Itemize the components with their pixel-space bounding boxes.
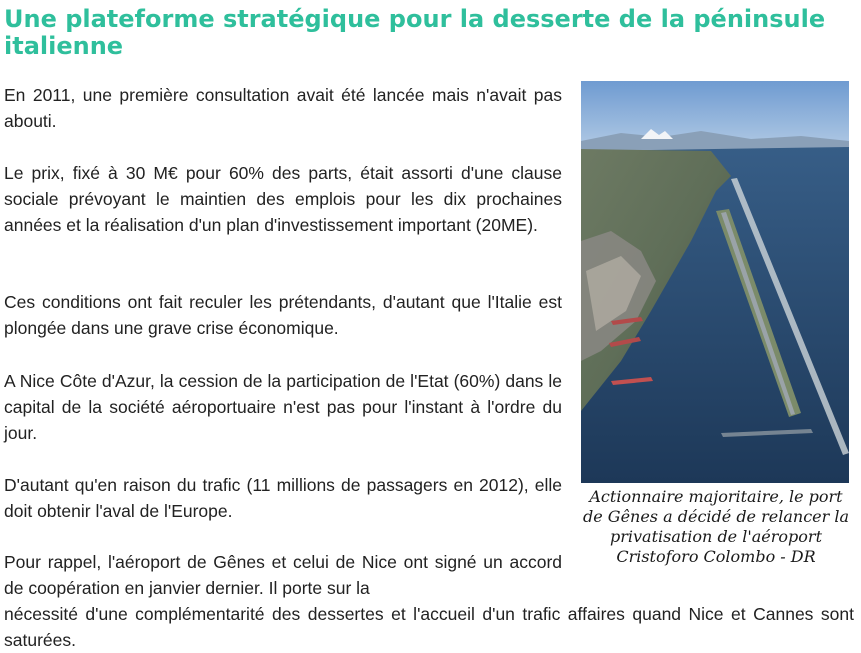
paragraph-traffic: D'autant qu'en raison du trafic (11 millions de passagers en 2012), elle doit obtenir l'aval de l'Europe. [4,475,562,521]
paragraph-price-terms: Le prix, fixé à 30 M€ pour 60% des parts, était assorti d'une clause sociale prévoyant le maintien des emplois pour les dix prochaines années et la réalisation d'un plan d'investissement important (20ME). [4,163,562,235]
genoa-airport-aerial-photo [581,81,849,483]
paragraph-conditions: Ces conditions ont fait reculer les prétendants, d'autant que l'Italie est plongée dans une grave crise économique. [4,292,562,338]
paragraph-cooperation-start: Pour rappel, l'aéroport de Gênes et celui de Nice ont signé un accord de coopération en janvier dernier. Il porte sur la [4,552,562,598]
article-figure [581,81,851,567]
article-title: Une plateforme stratégique pour la desserte de la péninsule italienne [4,5,826,60]
paragraph-first-consultation: En 2011, une première consultation avait été lancée mais n'avait pas abouti. [4,85,562,131]
paragraph-cooperation-end: nécessité d'une complémentarité des dessertes et l'accueil d'un trafic affaires quand Nice et Cannes sont saturées. [4,604,854,650]
photo-caption: Actionnaire majoritaire, le port de Gênes a décidé de relancer la privatisation de l'aéroport Cristoforo Colombo - DR [582,487,850,566]
paragraph-nice-cote-azur: A Nice Côte d'Azur, la cession de la participation de l'Etat (60%) dans le capital de la société aéroportuaire n'est pas pour l'instant à l'ordre du jour. [4,371,562,443]
